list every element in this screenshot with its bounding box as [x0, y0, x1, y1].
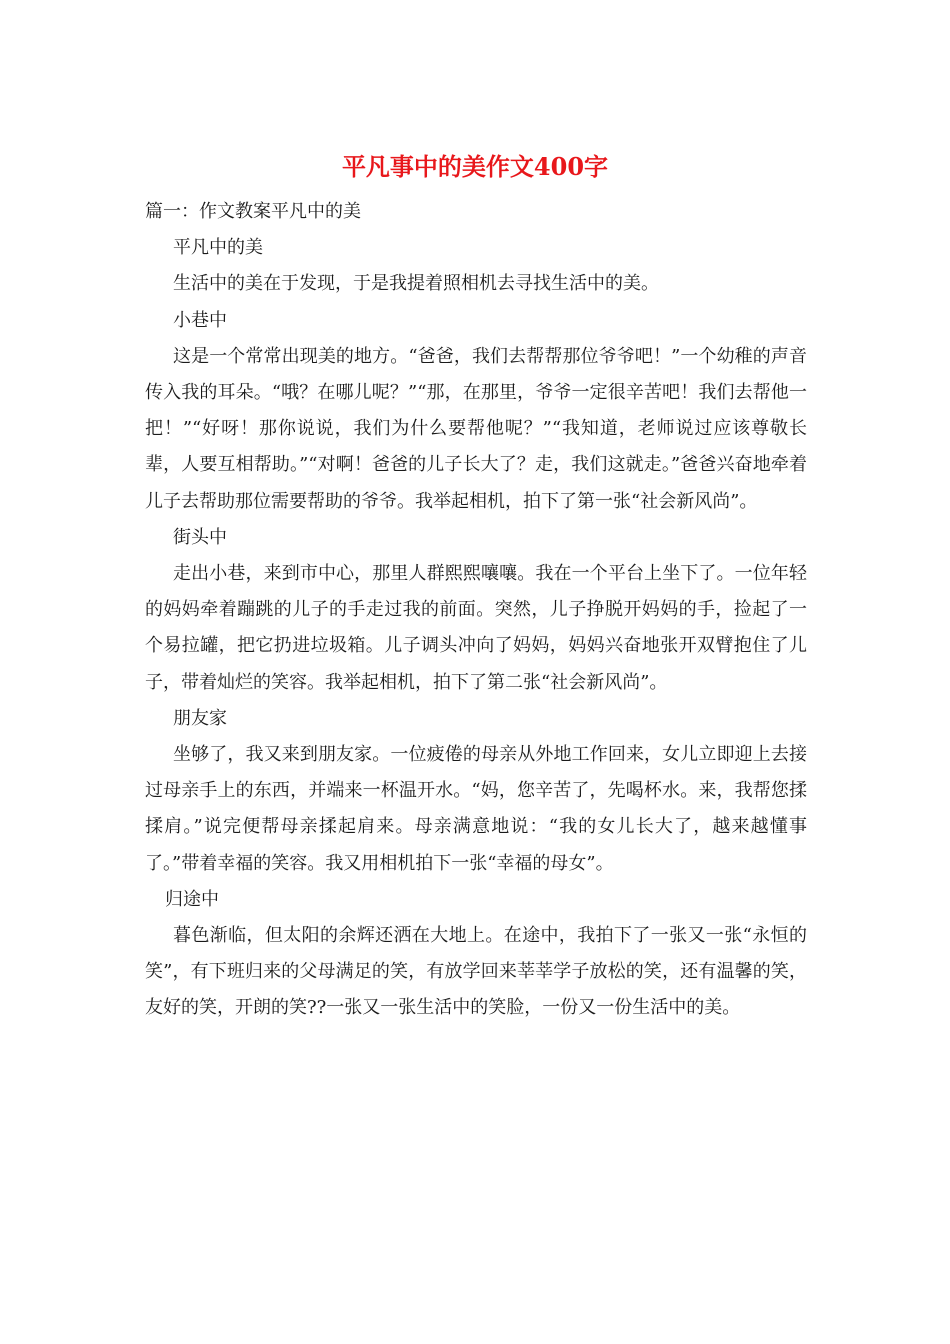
section-heading: 篇一：作文教案平凡中的美: [145, 201, 361, 222]
essay-title: 平凡中的美: [173, 237, 263, 259]
subheading-way-home: 归途中: [165, 888, 219, 910]
subheading-friend-home: 朋友家: [173, 707, 227, 729]
subheading-street: 街头中: [173, 526, 227, 548]
paragraph-street: 走出小巷，来到市中心，那里人群熙熙嚷嚷。我在一个平台上坐下了。一位年轻的妈妈牵着蹦跳的儿子的手走过我的前面。突然，儿子挣脱开妈妈的手，捡起了一个易拉罐，把它扔进垃圾箱。儿子调头冲向了妈妈，妈妈兴奋地张开双臂抱住了儿子，带着灿烂的笑容。我举起相机，拍下了第二张“社会新风尚”。: [145, 563, 807, 693]
document-body: [145, 194, 807, 1027]
paragraph-alley: 这是一个常常出现美的地方。“爸爸，我们去帮帮那位爷爷吧！”一个幼稚的声音传入我的耳朵。“哦？在哪儿呢？”“那，在那里，爷爷一定很辛苦吧！我们去帮他一把！”“好呀！那你说说，我们为什么要帮他呢？”“我知道，老师说过应该尊敬长辈，人要互相帮助。”“对啊！爸爸的儿子长大了？走，我们这就走。”爸爸兴奋地牵着儿子去帮助那位需要帮助的爷爷。我举起相机，拍下了第一张“社会新风尚”。: [145, 345, 807, 512]
subheading-alley: 小巷中: [173, 309, 227, 331]
paragraph-way-home: 暮色渐临，但太阳的余辉还洒在大地上。在途中，我拍下了一张又一张“永恒的笑”，有下班归来的父母满足的笑，有放学回来莘莘学子放松的笑，还有温馨的笑，友好的笑，开朗的笑??一张又一张生活中的笑脸，一份又一份生活中的美。: [145, 925, 807, 1019]
document-title: 平凡事中的美作文400字: [341, 152, 609, 181]
paragraph-friend-home: 坐够了，我又来到朋友家。一位疲倦的母亲从外地工作回来，女儿立即迎上去接过母亲手上的东西，并端来一杯温开水。“妈，您辛苦了，先喝杯水。来，我帮您揉揉肩。”说完便帮母亲揉起肩来。母亲满意地说：“我的女儿长大了，越来越懂事了。”带着幸福的笑容。我又用相机拍下一张“幸福的母女”。: [145, 744, 807, 874]
intro-paragraph: 生活中的美在于发现，于是我提着照相机去寻找生活中的美。: [173, 273, 659, 295]
